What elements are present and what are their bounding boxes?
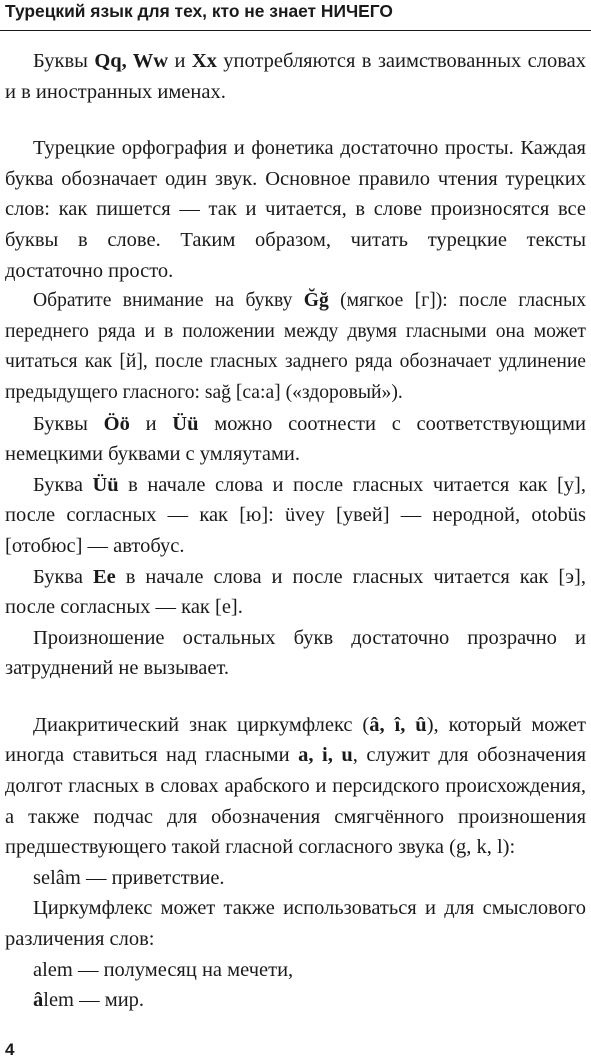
paragraph-orthography — [5, 133, 586, 286]
example-selam — [5, 863, 586, 894]
bold-term: Ğğ — [303, 290, 329, 312]
paragraph-soft-g — [5, 286, 586, 408]
text-run: Буквы — [33, 412, 104, 435]
text-run: ), который может иногда ставиться над гласными — [5, 713, 586, 767]
paragraph-umlauts — [5, 409, 586, 470]
page-body — [5, 46, 586, 1016]
text-run: , служит для обозначения долгот гласных в словах арабского и персидского происхождения, а также подчас для обозначения смягчённого произношения предшествующего такой гласной согласного звука (g, k, l): — [5, 744, 586, 859]
text-run: lem — мир. — [43, 989, 145, 1012]
bold-term: Öö — [103, 412, 130, 435]
text-run: и — [129, 412, 173, 435]
example-alem-circumflex — [5, 985, 586, 1016]
text-run: употребляются в заимствованных словах и в иностранных именах. — [5, 50, 586, 103]
text-run: Турецкие орфография и фонетика достаточно просты. Каждая буква обозначает один звук. Основное правило чтения турецких слов: как пишется — так и читается, в слове произносятся все буквы в слове. Таким образом, читать турецкие тексты достаточно просто. — [5, 137, 586, 282]
text-run: Циркумфлекс может также использоваться и для смыслового различения слов: — [5, 897, 586, 951]
text-run: Буква — [33, 473, 93, 496]
bold-term: Üü — [92, 473, 119, 496]
text-run: в начале слова и после гласных читается как [э], после согласных — как [е]. — [5, 565, 587, 619]
text-run: и — [168, 50, 192, 72]
text-run: alem — полумесяц на мечети, — [33, 958, 294, 981]
text-run: в начале слова и после гласных читается как [у], после согласных — как [ю]: üvey [увей] — неродной, otobüs [отобюс] — автобус. — [5, 473, 587, 557]
paragraph-other-letters — [5, 623, 586, 684]
book-title: Турецкий язык для тех, кто не знает НИЧЕГО — [5, 1, 393, 21]
bold-term: Ee — [92, 565, 116, 588]
text-run: Буквы — [33, 50, 95, 72]
text-run: Буква — [33, 565, 93, 588]
text-run: Диакритический знак циркумфлекс ( — [33, 713, 370, 736]
bold-term: Xx — [191, 50, 217, 72]
page-number: 4 — [5, 1040, 15, 1059]
text-run: Произношение остальных букв достаточно прозрачно и затруднений не вызывает. — [5, 626, 586, 680]
bold-term: a, i, u — [298, 744, 353, 767]
bold-term: â — [33, 989, 44, 1012]
bold-term: Qq, Ww — [94, 50, 169, 72]
example-alem — [5, 955, 586, 986]
bold-term: â, î, û — [369, 713, 427, 736]
text-run: (мягкое [г]): после гласных переднего ряда и в положении между двумя гласными она может читаться как [й], после гласных заднего ряда обозначает удлинение предыдущего гласного: sağ [са:а] («здоровый»). — [5, 290, 586, 403]
text-run: selâm — приветствие. — [33, 866, 225, 889]
paragraph-letter-u — [5, 470, 586, 562]
paragraph-circumflex — [5, 710, 586, 863]
bold-term: Üü — [172, 412, 199, 435]
paragraph-letter-e — [5, 562, 586, 623]
paragraph-circumflex-meaning — [5, 893, 586, 954]
paragraph-borrowed-letters — [5, 46, 586, 107]
running-header — [0, 0, 591, 31]
text-run: можно соотнести с соответствующими немецкими буквами с умляутами. — [5, 412, 586, 466]
text-run: Обратите внимание на букву — [33, 290, 304, 312]
